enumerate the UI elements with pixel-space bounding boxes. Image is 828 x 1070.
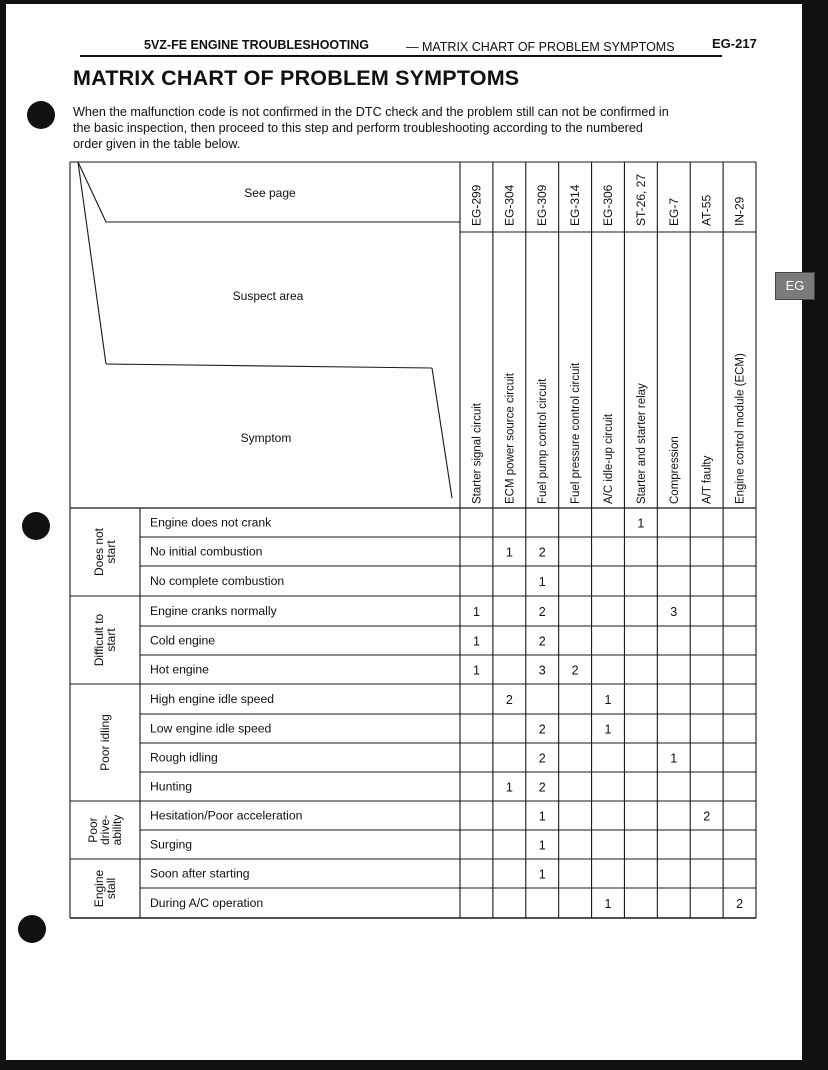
see-page-label: See page <box>244 186 296 200</box>
column-suspect-area: ECM power source circuit <box>504 372 517 504</box>
symptom-row-label: Surging <box>150 837 193 852</box>
priority-number: 2 <box>538 634 546 649</box>
priority-number: 1 <box>472 663 480 678</box>
priority-number: 2 <box>505 693 513 707</box>
priority-number: 2 <box>538 751 546 766</box>
symptom-row-label: Cold engine <box>150 633 216 648</box>
header-section: 5VZ-FE ENGINE TROUBLESHOOTING <box>144 38 370 52</box>
symptom-group-label: Does not <box>92 527 106 577</box>
priority-number: 1 <box>505 780 513 795</box>
symptom-row-label: High engine idle speed <box>150 692 274 706</box>
column-page-ref: EG-299 <box>469 184 484 226</box>
column-page-ref: IN-29 <box>732 196 747 226</box>
column-suspect-area: A/C idle-up circuit <box>603 413 615 504</box>
priority-number: 1 <box>604 722 612 737</box>
column-suspect-area: Starter and starter relay <box>635 383 648 504</box>
priority-number: 2 <box>538 605 546 619</box>
symptom-row-label: Hunting <box>150 779 193 794</box>
priority-number: 3 <box>670 605 678 619</box>
priority-number: 1 <box>604 897 612 911</box>
priority-number: 3 <box>538 663 546 678</box>
priority-number: 2 <box>538 545 546 560</box>
priority-number: 1 <box>538 575 546 589</box>
column-page-ref: EG-314 <box>568 184 583 226</box>
priority-number: 2 <box>538 780 546 795</box>
symptom-group-label: Poor idling <box>98 714 112 771</box>
symptom-row-label: Engine does not crank <box>150 515 272 530</box>
symptom-group-label: Engine <box>92 869 106 908</box>
symptom-row-label: Rough idling <box>150 750 218 765</box>
priority-number: 1 <box>538 838 546 853</box>
symptom-group-label: Difficult to <box>92 613 106 667</box>
symptom-row-label: No initial combustion <box>150 544 263 559</box>
symptom-group-label: start <box>104 540 118 564</box>
priority-number: 1 <box>538 867 546 882</box>
header-divider-suspect-area <box>106 364 432 368</box>
column-suspect-area: A/T faulty <box>701 455 714 504</box>
intro-line: When the malfunction code is not confirmed in the DTC check and the problem still can not be confirmed in <box>73 105 669 119</box>
column-suspect-area: Compression <box>668 436 681 504</box>
column-page-ref: AT-55 <box>699 194 714 226</box>
symptom-row-label: No complete combustion <box>150 574 285 588</box>
header-diagonal <box>432 368 452 498</box>
symptom-row-label: During A/C operation <box>150 896 264 910</box>
symptom-row-label: Engine cranks normally <box>150 604 277 618</box>
symptom-row-label: Hot engine <box>150 662 209 677</box>
column-suspect-area: Starter signal circuit <box>471 403 484 504</box>
priority-number: 2 <box>571 663 579 678</box>
column-suspect-area: Fuel pump control circuit <box>537 378 550 504</box>
priority-number: 2 <box>703 809 711 824</box>
priority-number: 1 <box>637 516 645 531</box>
column-page-ref: EG-7 <box>666 197 681 226</box>
priority-number: 1 <box>472 605 480 619</box>
symptom-row-label: Soon after starting <box>150 866 250 881</box>
intro-line: order given in the table below. <box>73 137 241 151</box>
column-page-ref: EG-304 <box>502 184 517 226</box>
symptom-row-label: Hesitation/Poor acceleration <box>150 808 303 823</box>
priority-number: 1 <box>505 545 513 560</box>
symptom-label: Symptom <box>240 431 292 445</box>
column-suspect-area: Fuel pressure control circuit <box>570 362 583 504</box>
priority-number: 2 <box>736 897 744 911</box>
symptom-row-label: Low engine idle speed <box>150 721 272 736</box>
symptom-group-label: Poor <box>86 817 100 843</box>
column-suspect-area: Engine control module (ECM) <box>734 353 747 504</box>
symptom-group-label: start <box>104 628 118 652</box>
column-page-ref: ST-26, 27 <box>633 173 648 226</box>
symptom-group-label: drive- <box>98 814 112 846</box>
priority-number: 1 <box>538 809 546 824</box>
column-page-ref: EG-309 <box>535 184 550 226</box>
column-page-ref: EG-306 <box>601 184 615 226</box>
symptom-group-label: stall <box>104 877 118 900</box>
section-tab: EG <box>775 272 815 300</box>
priority-number: 1 <box>604 693 612 707</box>
page-title: MATRIX CHART OF PROBLEM SYMPTOMS <box>73 66 520 90</box>
priority-number: 1 <box>472 634 480 649</box>
suspect-area-label: Suspect area <box>232 289 304 303</box>
symptom-group-label: ability <box>110 814 124 846</box>
page-number: EG-217 <box>712 36 757 51</box>
header-subsection: — MATRIX CHART OF PROBLEM SYMPTOMS <box>406 40 675 54</box>
intro-line: the basic inspection, then proceed to this step and perform troubleshooting according to the numbered <box>73 121 643 135</box>
priority-number: 1 <box>670 751 678 766</box>
priority-number: 2 <box>538 722 546 737</box>
